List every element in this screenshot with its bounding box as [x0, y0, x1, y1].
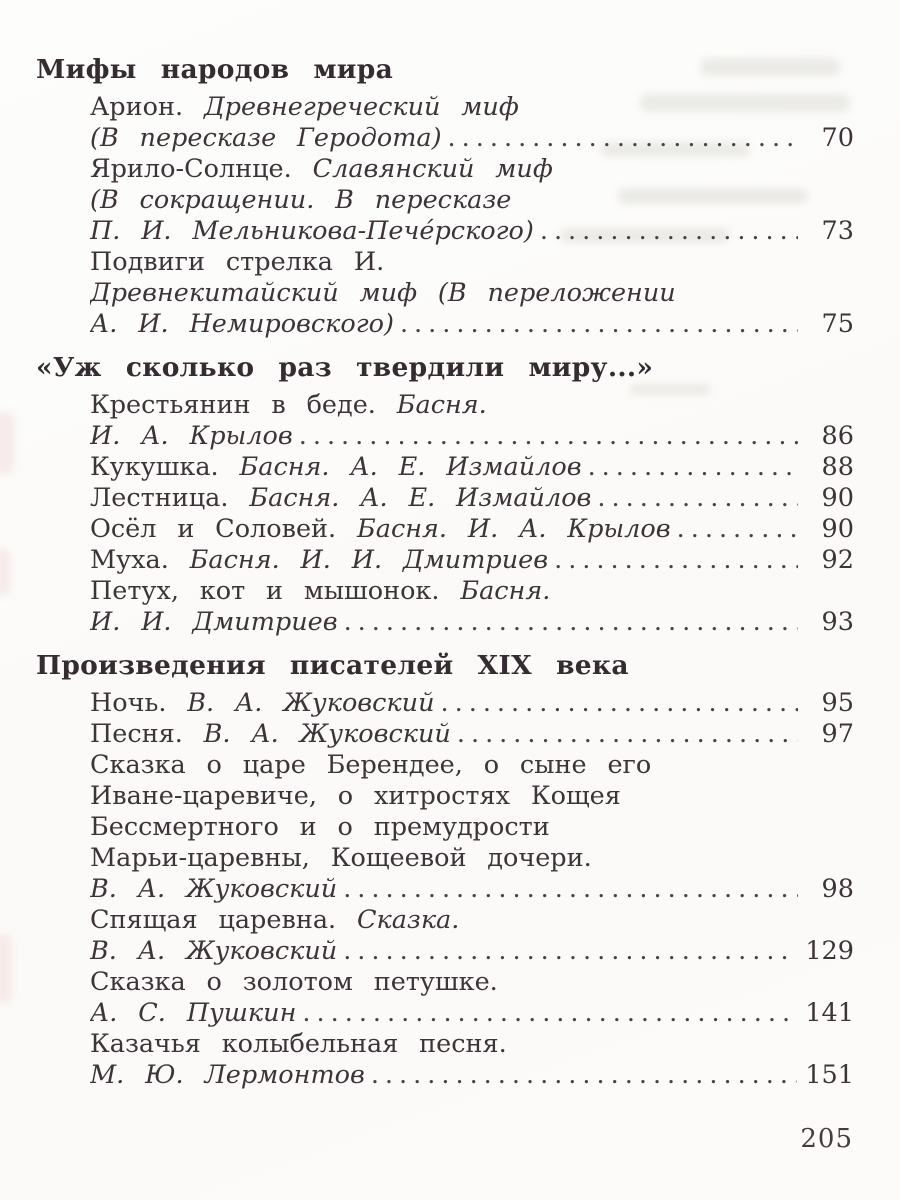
toc-entry-line	[36, 576, 854, 607]
entry-page-number: 88	[821, 452, 854, 482]
text-segment: В. А. Жуковский	[90, 874, 338, 904]
dot-leader	[457, 719, 798, 750]
entry-page-number: 97	[821, 719, 854, 749]
toc-entry-line	[36, 483, 854, 514]
entry-text	[90, 719, 451, 750]
text-segment: И. А. Крылов	[90, 421, 293, 451]
text-segment: Лестница.	[90, 483, 250, 513]
toc-entry-line	[36, 278, 854, 309]
entry-page-number: 141	[805, 998, 854, 1028]
dot-leader	[448, 123, 798, 154]
footer-page-number: 205	[800, 1124, 853, 1154]
toc-entry-line	[36, 421, 854, 452]
dot-leader	[299, 421, 798, 452]
dot-leader	[554, 545, 798, 576]
entry-text	[90, 967, 498, 998]
text-segment: Петух, кот и мышонок.	[90, 576, 461, 606]
entry-text	[90, 154, 553, 185]
entry-page-number: 90	[821, 483, 854, 513]
text-segment: Сказка о царе Берендее, о сыне его	[90, 750, 652, 780]
text-segment: Славянский миф	[312, 154, 553, 184]
entry-page-number: 95	[821, 688, 854, 718]
text-segment: Древнегреческий миф	[203, 92, 519, 122]
toc-entry-line	[36, 216, 854, 247]
entry-text	[90, 483, 591, 514]
text-segment: Арион.	[90, 92, 204, 122]
toc-entry-line	[36, 390, 854, 421]
text-segment: Казачья колыбельная песня.	[90, 1029, 507, 1059]
entry-page-number: 151	[805, 1060, 854, 1090]
text-segment: Марьи-царевны, Кощеевой дочери.	[90, 843, 592, 873]
text-segment: М. Ю. Лермонтов	[90, 1060, 365, 1090]
text-segment: Крестьянин в беде.	[90, 390, 397, 420]
text-segment: Ночь.	[90, 688, 188, 718]
entry-text	[90, 123, 442, 154]
text-segment: Древнекитайский миф (В переложении	[90, 278, 676, 308]
text-segment: Басня.	[460, 576, 551, 606]
toc-entry-line	[36, 843, 854, 874]
toc-entry-line	[36, 309, 854, 340]
toc-entry-line	[36, 545, 854, 576]
entry-page-number: 98	[821, 874, 854, 904]
dot-leader	[597, 483, 798, 514]
entry-text	[90, 750, 651, 781]
text-segment: П. И. Мельникова-Пече́рского)	[90, 216, 534, 246]
text-segment: Ярило-Солнце.	[90, 154, 313, 184]
toc-entry-line	[36, 452, 854, 483]
toc-entry-line	[36, 154, 854, 185]
dot-leader	[441, 688, 799, 719]
text-segment: Басня. И. А. Крылов	[357, 514, 671, 544]
text-segment: Иване-царевиче, о хитростях Кощея	[90, 781, 621, 811]
entry-page-number: 70	[821, 123, 854, 153]
text-segment: Подвиги стрелка И.	[90, 247, 385, 277]
text-segment: Басня. И. И. Дмитриев	[189, 545, 549, 575]
dot-leader	[343, 936, 797, 967]
dot-leader	[588, 452, 798, 483]
text-segment: А. И. Немировского)	[90, 309, 394, 339]
toc-entry-line	[36, 719, 854, 750]
text-segment: Осёл и Соловей.	[90, 514, 358, 544]
toc-entry-line	[36, 92, 854, 123]
page-edge-smudge	[0, 548, 10, 596]
text-segment: В. А. Жуковский	[187, 688, 435, 718]
toc-entry-line	[36, 874, 854, 905]
toc-entry-line	[36, 905, 854, 936]
section-heading: Мифы народов мира	[36, 54, 394, 85]
dot-leader	[343, 874, 798, 905]
text-segment: Сказка.	[356, 905, 460, 935]
toc-entry-line	[36, 967, 854, 998]
toc-entry-line	[36, 936, 854, 967]
text-segment: Сказка о золотом петушке.	[90, 967, 498, 997]
entry-text	[90, 92, 519, 123]
dot-leader	[677, 514, 798, 545]
toc-entry-line	[36, 514, 854, 545]
page-edge-smudge	[0, 934, 12, 1004]
toc-entry-line	[36, 123, 854, 154]
text-segment: Спящая царевна.	[90, 905, 357, 935]
text-segment: Кукушка.	[90, 452, 240, 482]
text-segment: А. С. Пушкин	[90, 998, 297, 1028]
text-segment: Басня.	[396, 390, 487, 420]
entry-text	[90, 452, 582, 483]
entry-text	[90, 278, 676, 309]
entry-text	[90, 247, 384, 278]
entry-page-number: 73	[821, 216, 854, 246]
entry-page-number: 93	[821, 607, 854, 637]
toc-entry-line	[36, 812, 854, 843]
entry-page-number: 75	[821, 309, 854, 339]
dot-leader	[371, 1060, 798, 1091]
entry-text	[90, 843, 592, 874]
text-segment: В. А. Жуковский	[90, 936, 338, 966]
toc-entry-line	[36, 688, 854, 719]
text-segment: Басня. А. Е. Измайлов	[249, 483, 592, 513]
page-edge-smudge	[0, 412, 14, 474]
entry-text	[90, 812, 550, 843]
toc-entry-line	[36, 998, 854, 1029]
entry-text	[90, 936, 337, 967]
entry-page-number: 86	[821, 421, 854, 451]
text-segment: Муха.	[90, 545, 190, 575]
toc	[36, 54, 854, 1091]
section-heading: Произведения писателей XIX века	[36, 650, 629, 681]
text-segment: В. А. Жуковский	[203, 719, 451, 749]
entry-text	[90, 576, 550, 607]
entry-text	[90, 421, 293, 452]
entry-text	[90, 781, 621, 812]
entry-text	[90, 545, 548, 576]
text-segment: Бессмертного и о премудрости	[90, 812, 550, 842]
dot-leader	[344, 607, 798, 638]
entry-text	[90, 185, 511, 216]
entry-page-number: 129	[805, 936, 854, 966]
toc-entry-line	[36, 781, 854, 812]
toc-entry-line	[36, 1060, 854, 1091]
toc-entry-line	[36, 750, 854, 781]
toc-entry-line	[36, 1029, 854, 1060]
dot-leader	[302, 998, 797, 1029]
entry-page-number: 90	[821, 514, 854, 544]
entry-text	[90, 390, 487, 421]
entry-text	[90, 309, 394, 340]
entry-text	[90, 998, 296, 1029]
entry-text	[90, 874, 337, 905]
text-segment: И. И. Дмитриев	[90, 607, 338, 637]
text-segment: (В пересказе Геродота)	[90, 123, 442, 153]
toc-entry-line	[36, 185, 854, 216]
text-segment: Басня. А. Е. Измайлов	[239, 452, 582, 482]
entry-text	[90, 905, 459, 936]
toc-entry-line	[36, 247, 854, 278]
dot-leader	[400, 309, 798, 340]
entry-page-number: 92	[821, 545, 854, 575]
entry-text	[90, 1060, 365, 1091]
toc-entry-line	[36, 607, 854, 638]
entry-text	[90, 514, 671, 545]
entry-text	[90, 688, 435, 719]
entry-text	[90, 1029, 507, 1060]
text-segment: (В сокращении. В пересказе	[90, 185, 512, 215]
section-heading: «Уж сколько раз твердили миру...»	[36, 352, 654, 383]
text-segment: Песня.	[90, 719, 204, 749]
entry-text	[90, 216, 534, 247]
dot-leader	[540, 216, 798, 247]
entry-text	[90, 607, 338, 638]
